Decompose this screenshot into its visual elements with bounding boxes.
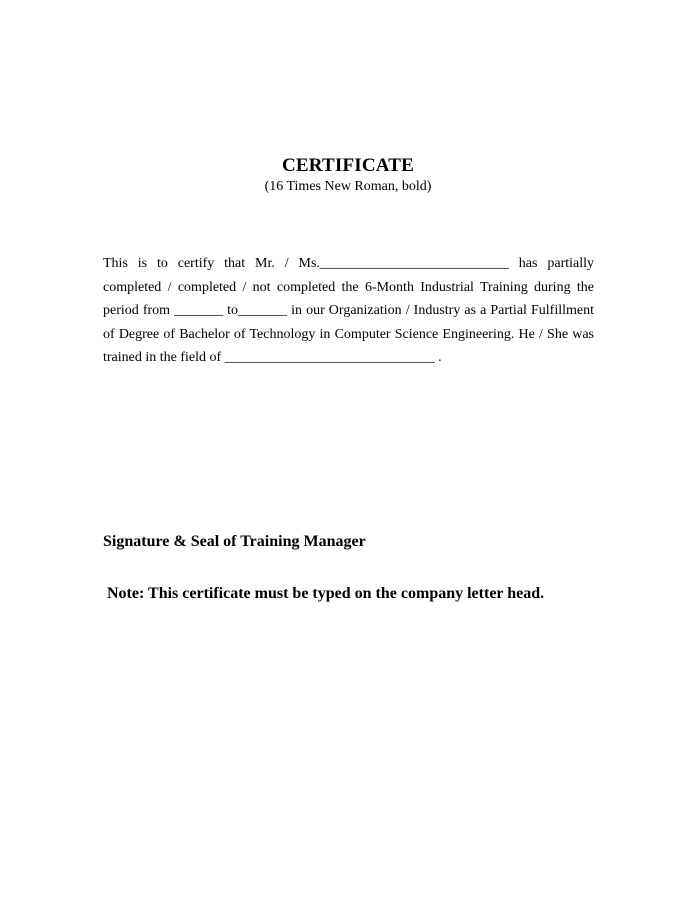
certificate-title: CERTIFICATE (281, 155, 415, 176)
certificate-note: Note: This certificate must be typed on the company letter head. (107, 585, 545, 602)
certificate-body: This is to certify that Mr. / Ms.___________________________ has partially completed / completed / not completed the 6-Month Industrial Training during the period from _______ to_______ in our Organization / Industry as a Partial Fulfillment of Degree of Bachelor of Technology in Computer Science Engineering. He / She was trained in the field of ______________________________ . (103, 256, 594, 365)
certificate-subtitle: (16 Times New Roman, bold) (264, 179, 432, 194)
signature-label: Signature & Seal of Training Manager (103, 533, 366, 550)
